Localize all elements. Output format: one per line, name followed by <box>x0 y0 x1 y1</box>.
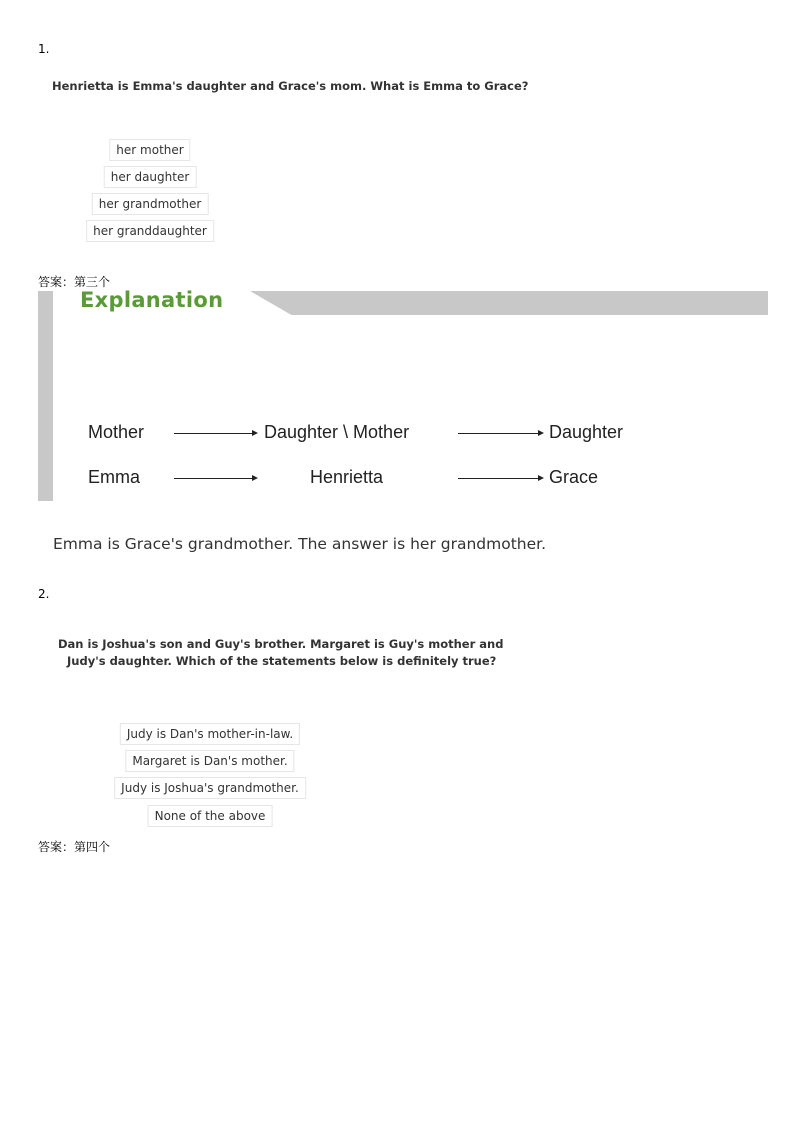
chain-row2-start: Emma <box>88 467 141 487</box>
chain-row1-start: Mother <box>88 422 145 442</box>
arrow-icon <box>174 433 256 434</box>
chain-row1-end: Daughter <box>549 422 624 442</box>
question-1-text: Henrietta is Emma's daughter and Grace's mom. What is Emma to Grace? <box>52 79 529 93</box>
q1-option-1[interactable]: her mother <box>109 139 190 161</box>
chain-row2-end: Grace <box>549 467 599 487</box>
question-2-answer: 答案：第四个 <box>38 840 111 854</box>
explanation-header-band <box>250 291 768 315</box>
arrow-icon <box>174 478 256 479</box>
arrow-icon <box>458 478 542 479</box>
q2-option-2[interactable]: Margaret is Dan's mother. <box>125 750 294 772</box>
chain-row1-middle: Daughter \ Mother <box>264 422 410 442</box>
q1-option-2[interactable]: her daughter <box>104 166 197 188</box>
q2-option-3[interactable]: Judy is Joshua's grandmother. <box>114 777 306 799</box>
q2-option-4[interactable]: None of the above <box>148 805 273 827</box>
arrow-icon <box>458 433 542 434</box>
chain-row2-middle: Henrietta <box>310 467 384 487</box>
explanation-summary: Emma is Grace's grandmother. The answer is her grandmother. <box>53 535 547 553</box>
question-2-text-line1: Dan is Joshua's son and Guy's brother. Margaret is Guy's mother and <box>58 637 504 651</box>
q1-option-4[interactable]: her granddaughter <box>86 220 214 242</box>
explanation-title: Explanation <box>80 288 224 312</box>
question-2-text-line2: Judy's daughter. Which of the statements below is definitely true? <box>67 654 497 668</box>
question-1-number: 1. <box>38 42 50 56</box>
q1-option-3[interactable]: her grandmother <box>92 193 209 215</box>
question-2-number: 2. <box>38 587 50 601</box>
explanation-side-bar <box>38 291 53 501</box>
question-1-answer: 答案：第三个 <box>38 275 111 289</box>
q2-option-1[interactable]: Judy is Dan's mother-in-law. <box>120 723 300 745</box>
